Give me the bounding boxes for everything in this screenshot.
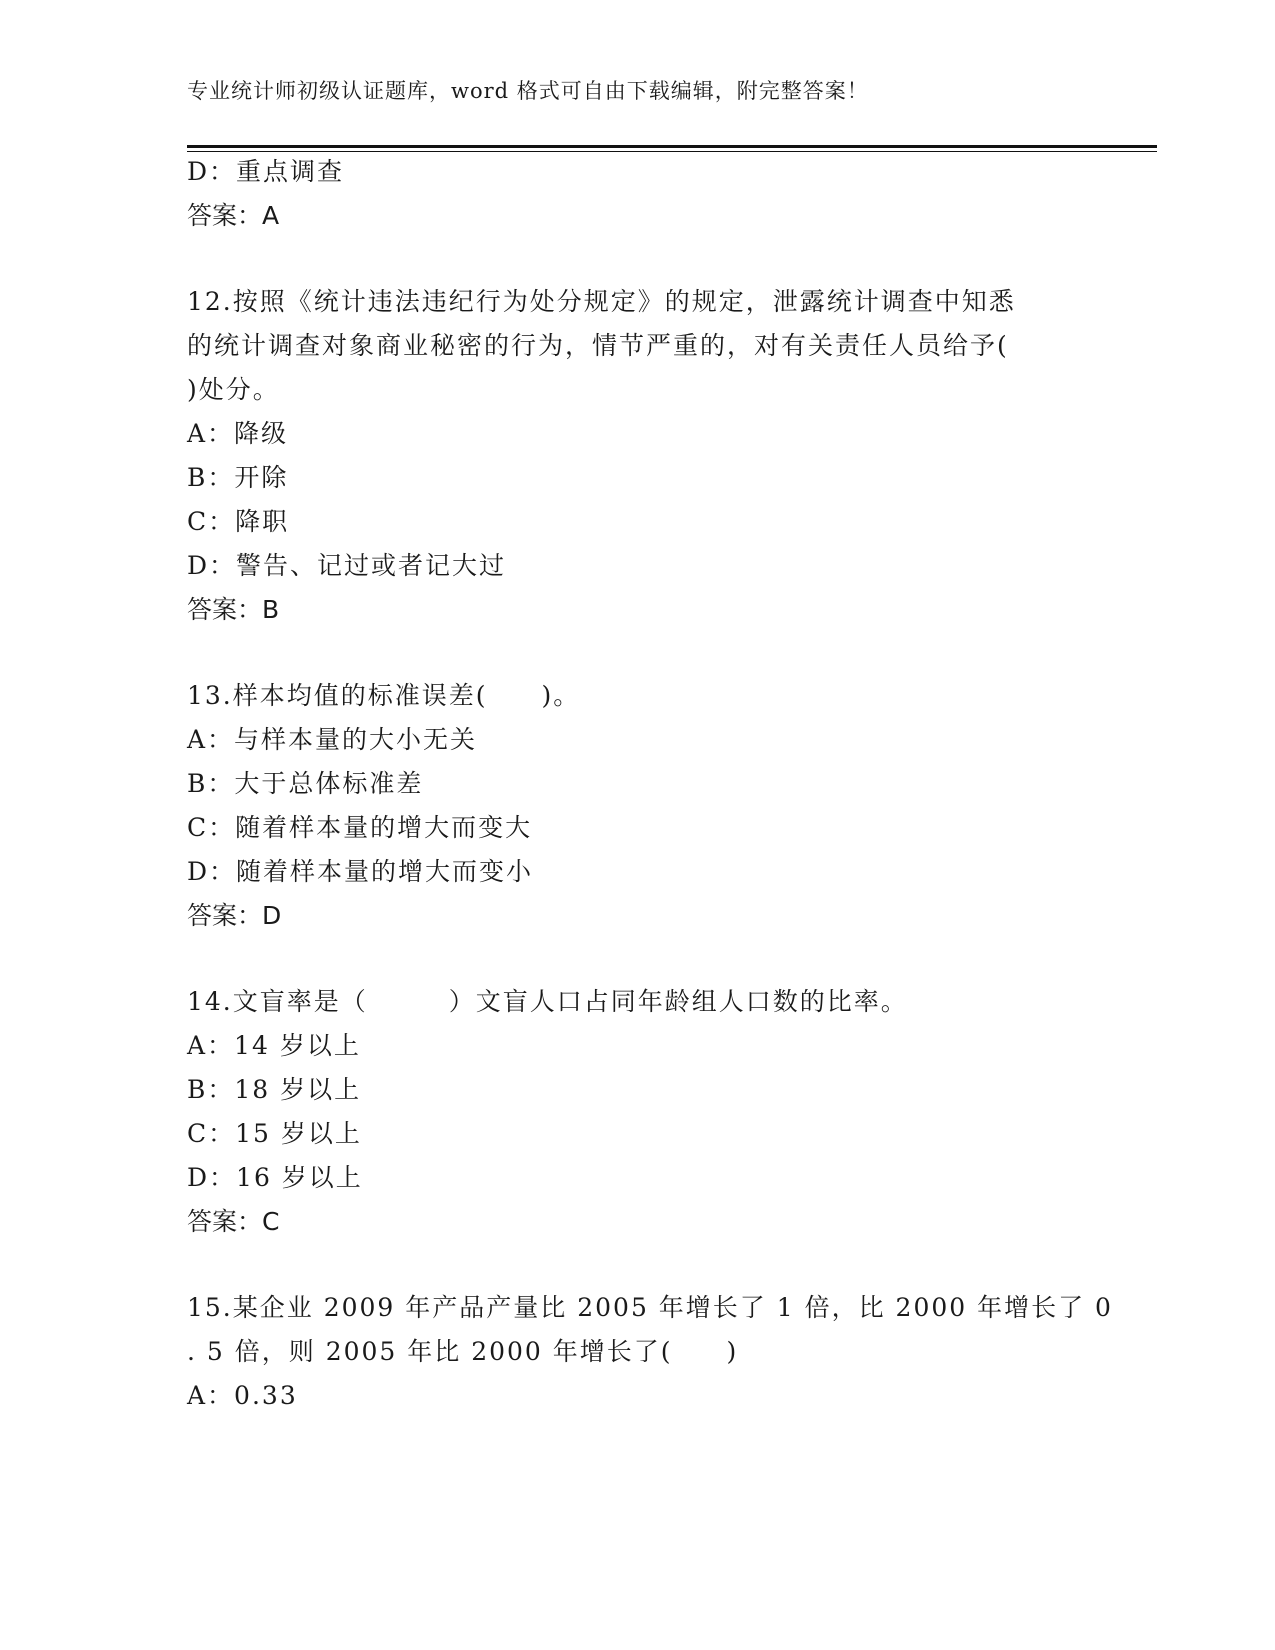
q13-stem-line-1: 13.样本均值的标准误差( )。	[187, 681, 581, 710]
header-rule-thin	[187, 151, 1157, 152]
q12-option-a: A：降级	[187, 419, 289, 448]
page-header: 专业统计师初级认证题库，word 格式可自由下载编辑，附完整答案！	[187, 79, 869, 103]
q14-option-b: B：18 岁以上	[187, 1075, 362, 1104]
q15-option-a: A：0.33	[187, 1381, 298, 1410]
q14-option-c: C：15 岁以上	[187, 1119, 362, 1148]
q13-answer: 答案：D	[187, 901, 282, 930]
prev-option-d: D：重点调查	[187, 157, 345, 186]
q14-option-d: D：16 岁以上	[187, 1163, 363, 1192]
q12-stem-line-2: 的统计调查对象商业秘密的行为，情节严重的，对有关责任人员给予(	[187, 331, 1009, 360]
prev-answer: 答案：A	[187, 201, 280, 230]
q12-option-b: B：开除	[187, 463, 289, 492]
header-rule-thick	[187, 145, 1157, 148]
q14-stem-line-1: 14.文盲率是（ ）文盲人口占同年龄组人口数的比率。	[187, 987, 908, 1016]
q12-stem-line-3: )处分。	[187, 375, 280, 404]
q12-option-d: D：警告、记过或者记大过	[187, 551, 507, 580]
q12-option-c: C：降职	[187, 507, 290, 536]
q14-answer: 答案：C	[187, 1207, 280, 1236]
q12-answer: 答案：B	[187, 595, 280, 624]
q15-stem-line-2: . 5 倍，则 2005 年比 2000 年增长了( )	[187, 1337, 739, 1366]
q12-stem-line-1: 12.按照《统计违法违纪行为处分规定》的规定，泄露统计调查中知悉	[187, 287, 1016, 316]
q13-option-b: B：大于总体标准差	[187, 769, 424, 798]
q14-option-a: A：14 岁以上	[187, 1031, 361, 1060]
q15-stem-line-1: 15.某企业 2009 年产品产量比 2005 年增长了 1 倍，比 2000 年增长了 0	[187, 1293, 1113, 1322]
q13-option-d: D：随着样本量的增大而变小	[187, 857, 534, 886]
q13-option-c: C：随着样本量的增大而变大	[187, 813, 533, 842]
q13-option-a: A：与样本量的大小无关	[187, 725, 478, 754]
